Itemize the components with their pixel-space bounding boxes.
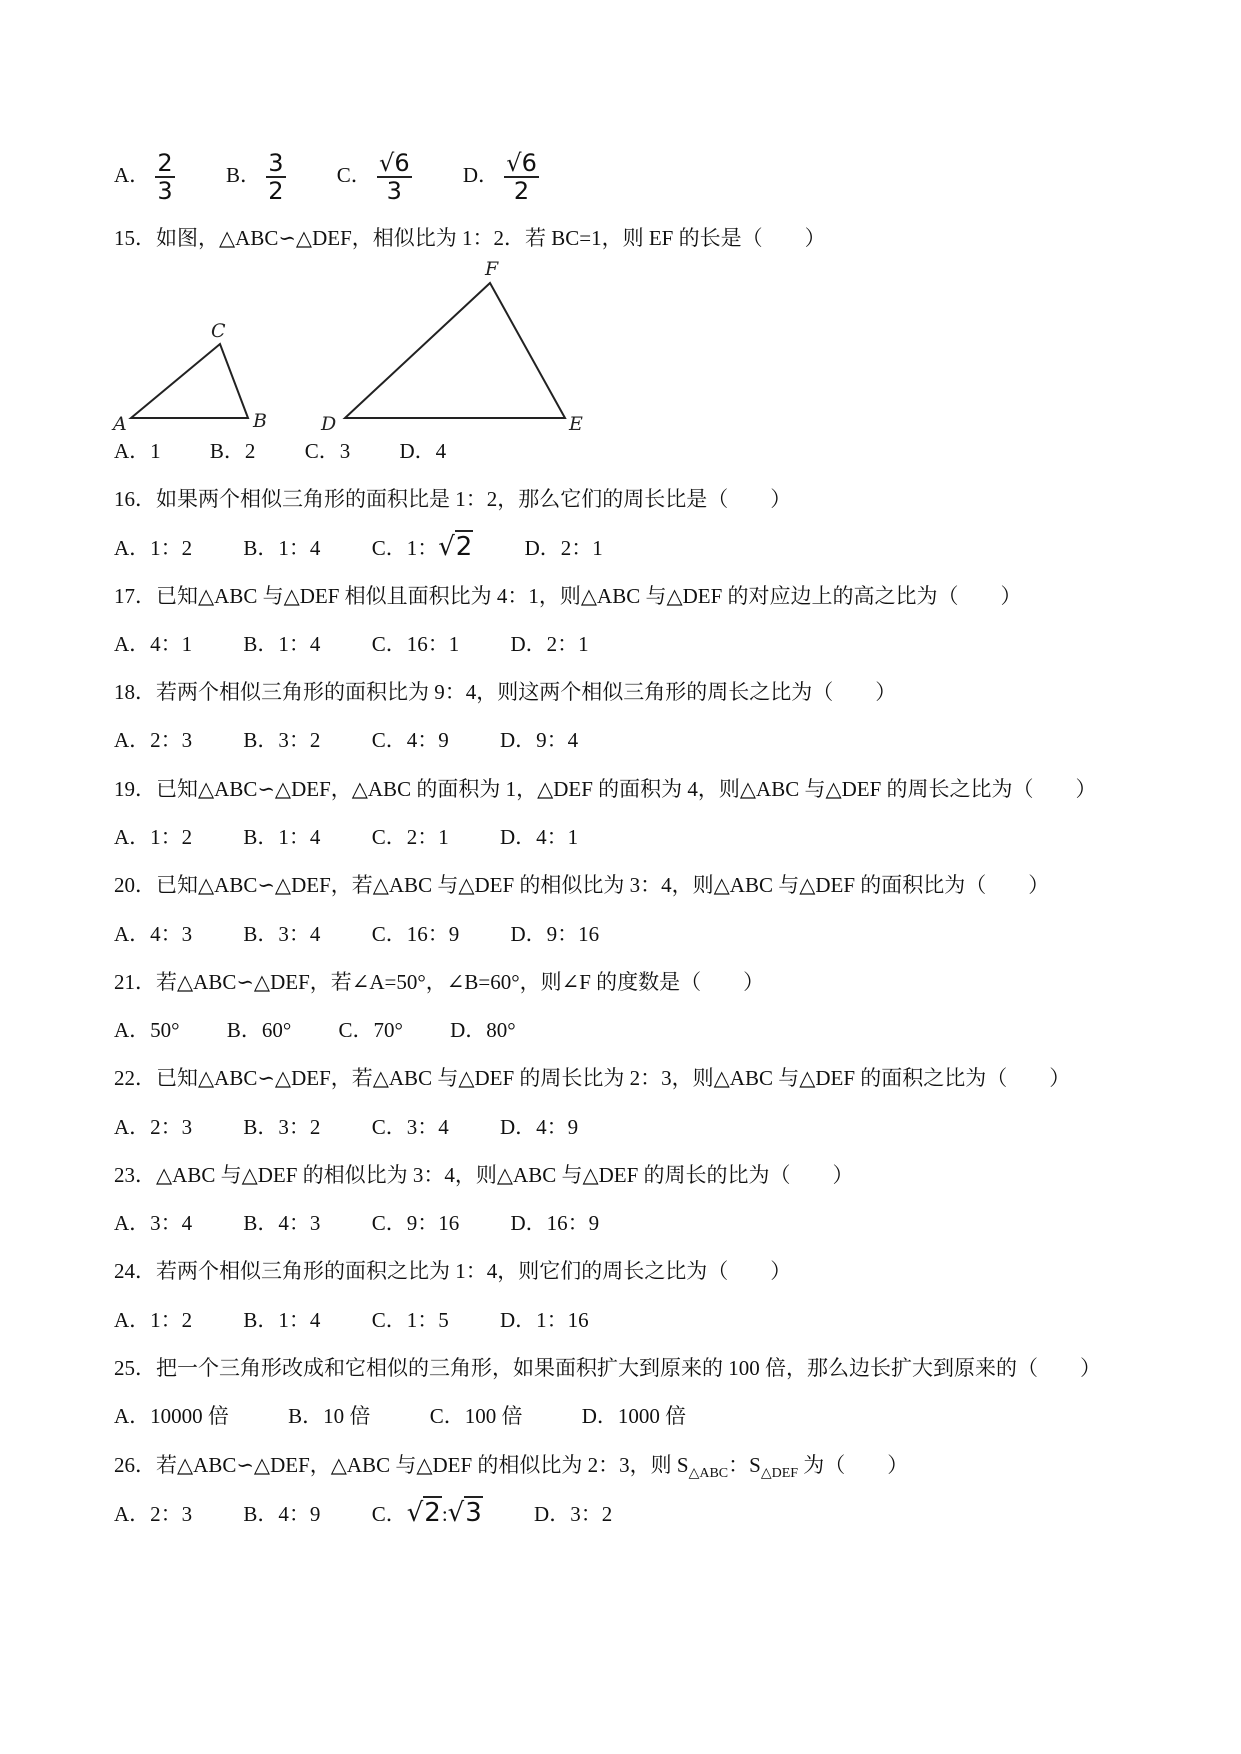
q19-options (114, 823, 624, 851)
q25-options (114, 1402, 732, 1430)
q18-option-c: C．4：9 (371, 728, 449, 752)
q22-option-c: C．3：4 (371, 1115, 449, 1139)
label-d: D (321, 413, 337, 430)
q17-text: 17．已知△ABC 与△DEF 相似且面积比为 4：1，则△ABC 与△DEF 的对应边上的高之比为（ ） (114, 584, 1022, 608)
q24-option-a: A．1：2 (114, 1308, 193, 1332)
q22-option-b: B．3：2 (243, 1115, 321, 1139)
q19-option-c: C．2：1 (371, 825, 449, 849)
q25-option-c: C．100 倍 (429, 1404, 523, 1428)
q20-text: 20．已知△ABC∽△DEF，若△ABC 与△DEF 的相似比为 3：4，则△ABC 与△DEF 的面积比为（ ） (114, 873, 1050, 897)
q21-option-a: A．50° (114, 1018, 180, 1042)
q16-option-a: A．1：2 (114, 536, 193, 560)
triangle-abc (131, 344, 248, 418)
q16-text: 16．如果两个相似三角形的面积比是 1：2，那么它们的周长比是（ ） (114, 487, 792, 511)
q26-option-b: B．4：9 (243, 1502, 321, 1526)
label-f: F (485, 258, 499, 280)
q22-text: 22．已知△ABC∽△DEF，若△ABC 与△DEF 的周长比为 2：3，则△ABC 与△DEF 的面积之比为（ ） (114, 1066, 1071, 1090)
q23-option-b: B．4：3 (243, 1211, 321, 1235)
q14-option-a: A． $\frac{2}{3}$ (114, 149, 173, 205)
q21-option-b: B．60° (226, 1018, 292, 1042)
q14-option-c: C． $\frac{√6}{3}$ (336, 149, 410, 205)
label-b: B (253, 410, 267, 430)
q22-option-d: D．4：9 (499, 1115, 579, 1139)
q18-text: 18．若两个相似三角形的面积比为 9：4，则这两个相似三角形的周长之比为（ ） (114, 680, 897, 704)
q23-options (114, 1209, 645, 1237)
q26-option-c: C．√2:√3 (371, 1498, 482, 1528)
q17-option-d: D．2：1 (510, 632, 589, 656)
q18-option-d: D．9：4 (499, 728, 579, 752)
label-a: A (113, 413, 127, 430)
q18-option-a: A．2：3 (114, 728, 193, 752)
q23-option-c: C．9：16 (371, 1211, 460, 1235)
label-c: C (211, 320, 226, 342)
q15-figure (105, 255, 605, 430)
q17-option-c: C．16：1 (371, 632, 460, 656)
q26-text: 26．若△ABC∽△DEF，△ABC 与△DEF 的相似比为 2：3，则 $S_{\triangle ABC}$：$S_{\triangle DEF}$ 为（ ） (114, 1453, 909, 1481)
q15-option-b: B．2 (209, 439, 256, 463)
q17-option-a: A．4：1 (114, 632, 193, 656)
q21-option-c: C．70° (338, 1018, 403, 1042)
q19-text: 19．已知△ABC∽△DEF，△ABC 的面积为 1，△DEF 的面积为 4，则△ABC 与△DEF 的周长之比为（ ） (114, 777, 1097, 801)
q24-option-b: B．1：4 (243, 1308, 321, 1332)
q16-options (114, 533, 649, 562)
q16-option-b: B．1：4 (243, 536, 321, 560)
q24-text: 24．若两个相似三角形的面积之比为 1：4，则它们的周长之比为（ ） (114, 1259, 792, 1283)
q19-option-a: A．1：2 (114, 825, 193, 849)
q24-option-c: C．1：5 (371, 1308, 449, 1332)
q22-options (114, 1113, 624, 1141)
q14-option-b: B． $\frac{3}{2}$ (225, 149, 284, 205)
q24-option-d: D．1：16 (499, 1308, 589, 1332)
q21-text: 21．若△ABC∽△DEF，若∠A=50°，∠B=60°，则∠F 的度数是（ ） (114, 970, 765, 994)
q23-option-d: D．16：9 (510, 1211, 600, 1235)
q26-option-d: D．3：2 (534, 1502, 613, 1526)
q20-option-c: C．16：9 (371, 922, 460, 946)
q24-options (114, 1306, 635, 1334)
q19-option-d: D．4：1 (499, 825, 579, 849)
label-e: E (569, 413, 583, 430)
q15-text: 15．如图，△ABC∽△DEF，相似比为 1：2．若 BC=1，则 EF 的长是（ ） (114, 226, 826, 250)
q25-option-d: D．1000 倍 (581, 1404, 687, 1428)
q17-options (114, 630, 635, 658)
q18-options (114, 726, 624, 754)
q15-option-a: A．1 (114, 439, 161, 463)
q25-option-b: B．10 倍 (288, 1404, 371, 1428)
q15-option-c: C．3 (304, 439, 351, 463)
q20-option-a: A．4：3 (114, 922, 193, 946)
q15-options (114, 437, 492, 465)
q23-text: 23．△ABC 与△DEF 的相似比为 3：4，则△ABC 与△DEF 的周长的比为（ ） (114, 1163, 854, 1187)
q21-options (114, 1016, 562, 1044)
q25-option-a: A．10000 倍 (114, 1404, 229, 1428)
q23-option-a: A．3：4 (114, 1211, 193, 1235)
q15-option-d: D．4 (399, 439, 447, 463)
q14-options (114, 150, 585, 204)
triangle-def (345, 283, 565, 418)
q22-option-a: A．2：3 (114, 1115, 193, 1139)
q25-text: 25．把一个三角形改成和它相似的三角形，如果面积扩大到原来的 100 倍，那么边长扩大到原来的（ ） (114, 1356, 1101, 1380)
q20-option-d: D．9：16 (510, 922, 600, 946)
q20-option-b: B．3：4 (243, 922, 321, 946)
q18-option-b: B．3：2 (243, 728, 321, 752)
q17-option-b: B．1：4 (243, 632, 321, 656)
q20-options (114, 920, 645, 948)
q26-option-a: A．2：3 (114, 1502, 193, 1526)
q19-option-b: B．1：4 (243, 825, 321, 849)
q14-option-d: D． $\frac{√6}{2}$ (462, 149, 537, 205)
q21-option-d: D．80° (450, 1018, 516, 1042)
q26-options (114, 1499, 658, 1528)
q16-option-d: D．2：1 (524, 536, 603, 560)
q16-option-c: C．1：√2 (371, 532, 473, 562)
